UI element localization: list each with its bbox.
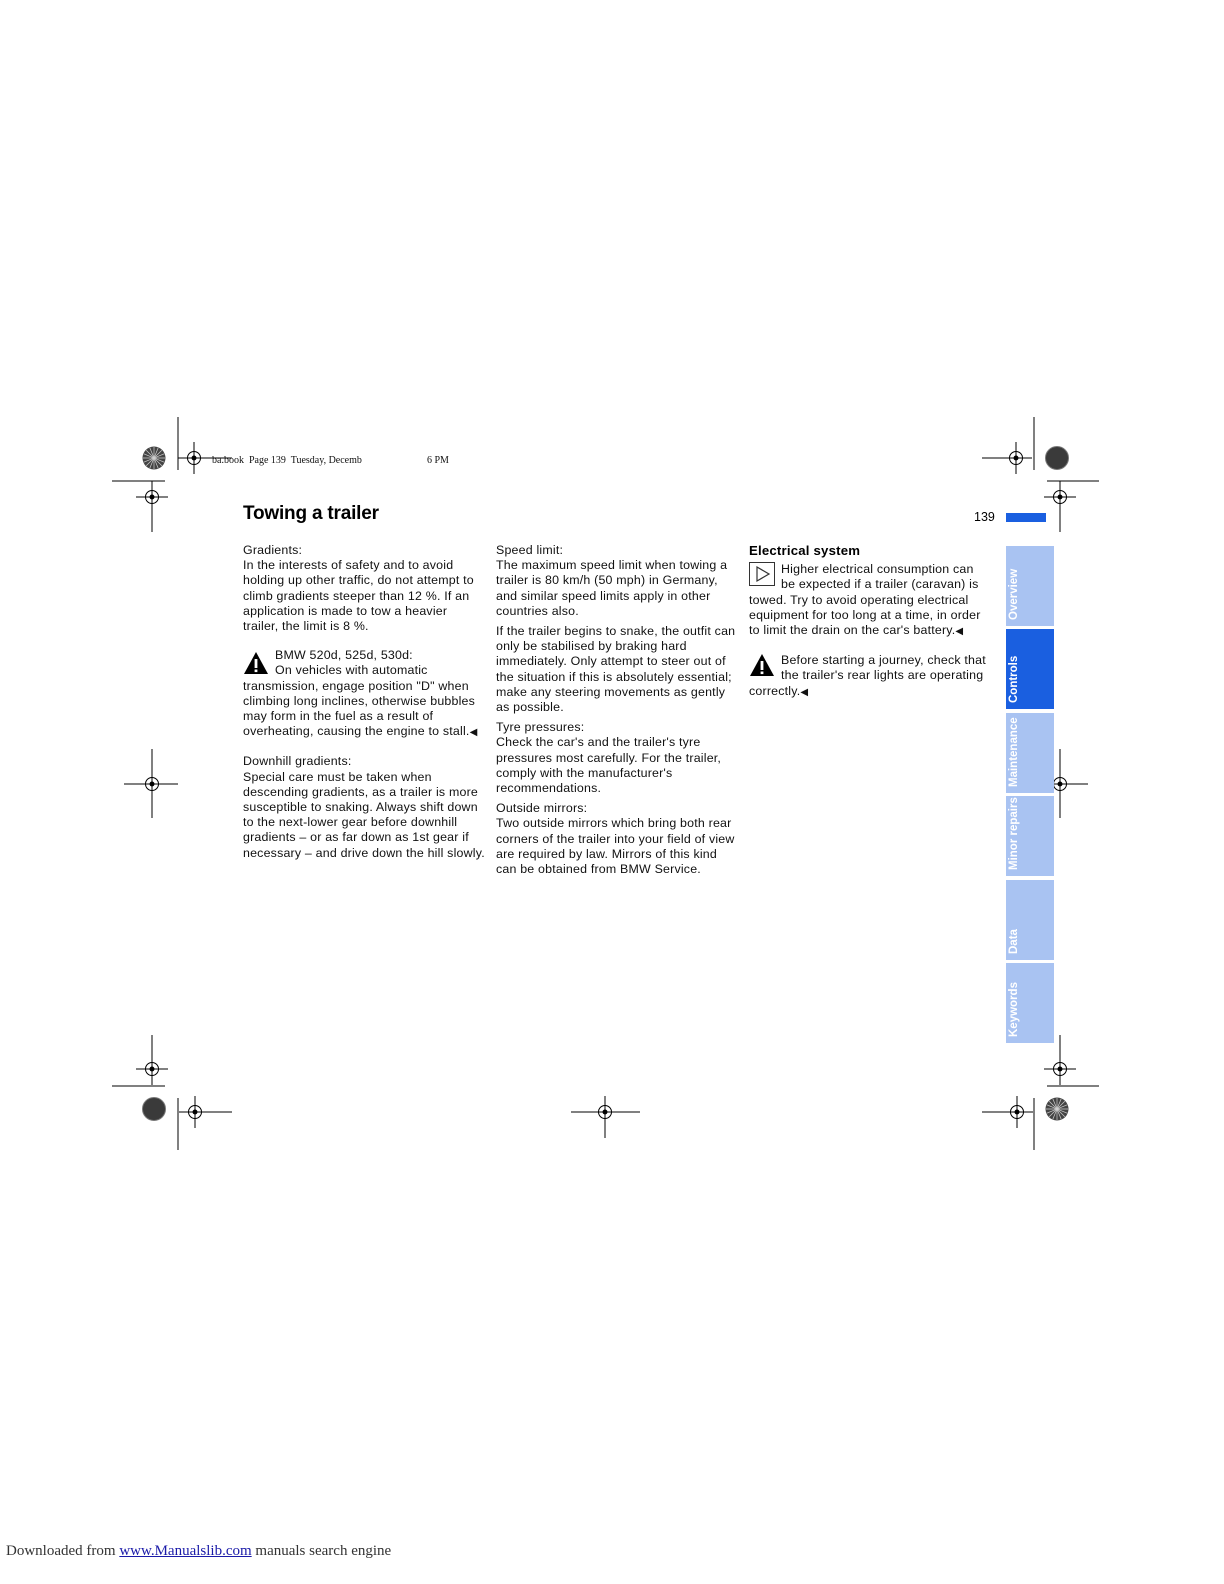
speed-label: Speed limit: <box>496 543 564 557</box>
tyre-label: Tyre pressures: <box>496 720 585 735</box>
downhill-section <box>243 754 485 860</box>
warning-note-automatic <box>243 648 485 740</box>
footer-prefix: Downloaded from <box>6 1543 120 1559</box>
page-number-bar <box>1006 513 1046 522</box>
gradients-text: In the interests of safety and to avoid holding up other traffic, do not attempt to climb gradients steeper than 12 %. If an application is made to tow a heavier trailer, the limit is 8 %. <box>243 558 474 634</box>
end-mark-icon: ◀ <box>469 727 478 739</box>
downhill-label: Downhill gradients: <box>243 754 352 769</box>
gradients-label: Gradients: <box>243 543 303 557</box>
end-mark-icon: ◀ <box>955 626 964 638</box>
column-3 <box>749 543 991 705</box>
tab-controls[interactable] <box>1006 629 1054 709</box>
speed-text: The maximum speed limit when towing a trailer is 80 km/h (50 mph) in Germany, and similar speed limits apply in other countries also. <box>496 558 728 618</box>
tab-minor-repairs[interactable] <box>1006 796 1054 876</box>
mirrors-label: Outside mirrors: <box>496 801 588 816</box>
mirrors-text: Two outside mirrors which bring both rear corners of the trailer into your field of view are required by law. Mirrors of this kind can be obtained from BMW Service. <box>496 816 735 877</box>
end-mark-icon: ◀ <box>800 686 809 698</box>
column-1 <box>243 543 485 866</box>
manualslib-link[interactable]: www.Manualslib.com <box>119 1543 252 1559</box>
info-play-icon <box>749 562 775 586</box>
tab-label: Maintenance <box>1008 717 1020 787</box>
warning-triangle-icon <box>749 653 775 677</box>
tab-overview[interactable] <box>1006 546 1054 626</box>
tab-maintenance[interactable] <box>1006 713 1054 793</box>
footer-suffix: manuals search engine <box>251 1543 392 1559</box>
tab-data[interactable] <box>1006 880 1054 960</box>
info-note-electrical <box>749 562 991 639</box>
tab-label: Overview <box>1008 568 1020 620</box>
snake-text: If the trailer begins to snake, the outfit can only be stabilised by braking hard immediately. Only attempt to steer out of the situation if this is absolutely essential; make any steering movements as gently as possible. <box>496 624 736 715</box>
tab-label: Minor repairs <box>1008 797 1020 870</box>
warning-text: On vehicles with automatic transmission, engage position "D" when climbing long inclines, otherwise bubbles may form in the fuel as a result of overheating, causing the engine to stall. <box>243 663 476 739</box>
page-number: 139 <box>974 510 995 524</box>
gradients-section <box>243 543 485 634</box>
download-footer <box>6 1543 391 1560</box>
tab-keywords[interactable] <box>1006 963 1054 1043</box>
warning-lead: BMW 520d, 525d, 530d: <box>275 648 413 663</box>
tyre-text: Check the car's and the trailer's tyre pressures most carefully. For the trailer, comply with the manufacturer's recommendations. <box>496 735 722 796</box>
page-title: Towing a trailer <box>243 503 379 524</box>
warning-note-lights <box>749 653 991 700</box>
tab-label: Controls <box>1008 655 1020 703</box>
print-slug-left: ba.book Page 139 Tuesday, Decemb <box>212 455 362 466</box>
tab-label: Keywords <box>1008 982 1020 1037</box>
info-text: Higher electrical consumption can be expected if a trailer (caravan) is towed. Try to avoid operating electrical equipment for too long at a time, in order to limit the drain on the car's battery. <box>749 562 981 638</box>
downhill-text: Special care must be taken when descending gradients, as a trailer is more susceptible to snaking. Always shift down to the next-lower gear before downhill gradients – or as far down as 1st gear if necessary – and drive down the hill slowly. <box>243 769 485 860</box>
tab-label: Data <box>1008 929 1020 954</box>
column-2 <box>496 543 738 882</box>
electrical-system-heading: Electrical system <box>749 543 861 558</box>
warning-triangle-icon <box>243 651 269 675</box>
lights-warning-text: Before starting a journey, check that the trailer's rear lights are operating correctly. <box>749 653 986 698</box>
print-slug-right: 6 PM <box>427 455 449 466</box>
